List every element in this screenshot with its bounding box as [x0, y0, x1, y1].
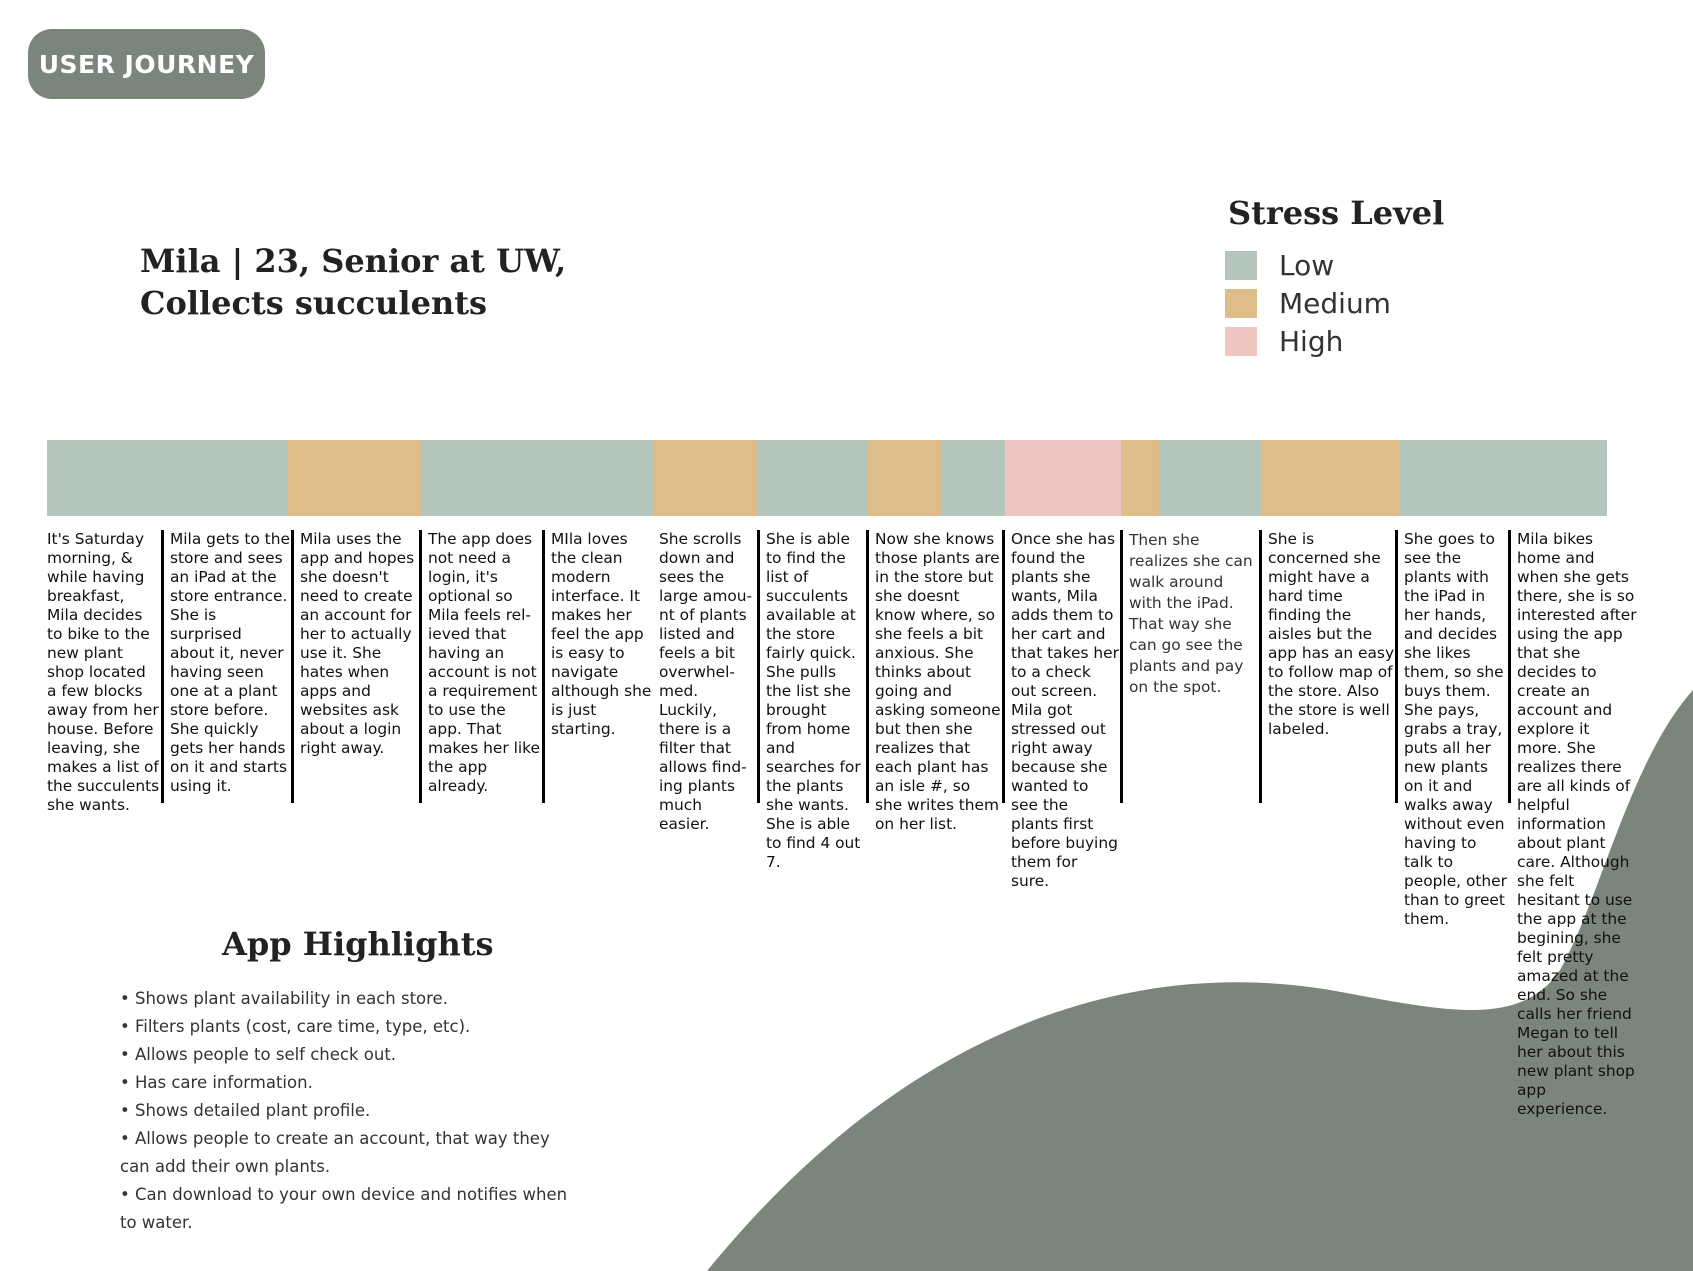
stress-segment — [421, 440, 654, 516]
stress-segment — [867, 440, 942, 516]
legend-label-low: Low — [1279, 248, 1335, 282]
stress-segment — [654, 440, 758, 516]
journey-step-12: She goes to see the plants with the iPad in her hands, and decides she likes them, so she buys them. She pays, grabs a tray, puts all her new plants on it and walks away without even having to talk to people, other than to greet them. — [1395, 530, 1508, 803]
legend-item-low — [1225, 246, 1505, 284]
journey-step-13: Mila bikes home and when she gets there, she is so interested after using the app that she decides to create an account and explore it more. She realizes there are all kinds of helpful information about plant care. Although she felt hesitant to use the app at the begining, she felt pretty amazed at the end. So she calls her friend Megan to tell her about this new plant shop app experience. — [1508, 530, 1638, 803]
persona-line-1: Mila | 23, Senior at UW, — [140, 242, 567, 280]
journey-step-3: Mila uses the app and hopes she doesn't need to create an account for her to actually use it. She hates when apps and websites ask about a login right away. — [291, 530, 419, 803]
journey-step-9: Once she has found the plants she wants, Mila adds them to her cart and that takes her to a check out screen. Mila got stressed out right away because she wanted to see the plants first before buying them for sure. — [1002, 530, 1120, 803]
highlight-item: • Allows people to create an account, that way they can add their own plants. — [120, 1129, 550, 1176]
stress-segment — [942, 440, 1005, 516]
app-highlights-title: App Highlights — [222, 925, 494, 963]
app-highlights — [120, 925, 580, 1237]
highlight-item: • Shows detailed plant profile. — [120, 1101, 371, 1120]
highlight-item: • Has care information. — [120, 1073, 313, 1092]
journey-step-5: MIla loves the clean modern interface. It makes her feel the app is easy to navigate although she is just starting. — [542, 530, 653, 803]
stress-segment — [287, 440, 421, 516]
highlight-item: • Shows plant availability in each store. — [120, 989, 448, 1008]
legend-label-medium: Medium — [1279, 286, 1391, 320]
stress-segment — [47, 440, 287, 516]
legend-swatch-low — [1225, 251, 1257, 280]
app-highlights-list — [120, 985, 580, 1237]
stress-level-bar — [47, 440, 1607, 516]
journey-step-6: She scrolls down and sees the large amou-nt of plants listed and feels a bit overwhel-med. Luckily, there is a filter that allows find-ing plants much easier. — [659, 530, 753, 833]
legend-item-medium — [1225, 284, 1505, 322]
persona-line-2: Collects succulents — [140, 284, 487, 322]
legend-title: Stress Level — [1228, 194, 1445, 232]
journey-step-10: Then she realizes she can walk around with the iPad. That way she can go see the plants and pay on the spot. — [1120, 530, 1259, 803]
journey-step-1: It's Saturday morning, & while having breakfast, Mila decides to bike to the new plant shop located a few blocks away from her house. Before leaving, she makes a list of the succulents she wants. — [47, 530, 160, 814]
persona-title — [140, 240, 660, 324]
stress-segment — [1261, 440, 1400, 516]
journey-step-11: She is concerned she might have a hard time finding the aisles but the app has an easy to follow map of the store. Also the store is well labeled. — [1259, 530, 1395, 803]
stress-segment — [758, 440, 867, 516]
journey-step-7: She is able to find the list of succulents available at the store fairly quick. She pulls the list she brought from home and searches for the plants she wants. She is able to find 4 out 7. — [757, 530, 866, 803]
user-journey-badge: USER JOURNEY — [28, 29, 265, 99]
journey-step-8: Now she knows those plants are in the store but she doesnt know where, so she feels a bit anxious. She thinks about going and asking someone but then she realizes that each plant has an isle #, so she writes them on her list. — [866, 530, 1002, 803]
stress-segment — [1005, 440, 1121, 516]
legend-swatch-medium — [1225, 289, 1257, 318]
journey-step-4: The app does not need a login, it's optional so Mila feels rel-ieved that having an account is not a requirement to use the app. That makes her like the app already. — [419, 530, 542, 803]
legend-label-high: High — [1279, 324, 1344, 358]
stress-segment — [1400, 440, 1607, 516]
stress-legend — [1225, 194, 1505, 360]
legend-swatch-high — [1225, 327, 1257, 356]
stress-segment — [1121, 440, 1159, 516]
highlight-item: • Filters plants (cost, care time, type, etc). — [120, 1017, 471, 1036]
highlight-item: • Allows people to self check out. — [120, 1045, 397, 1064]
journey-step-2: Mila gets to the store and sees an iPad at the store entrance. She is surprised about it, never having seen one at a plant store before. She quickly gets her hands on it and starts using it. — [161, 530, 291, 803]
legend-item-high — [1225, 322, 1505, 360]
stress-segment — [1159, 440, 1261, 516]
highlight-item: • Can download to your own device and notifies when to water. — [120, 1185, 568, 1232]
